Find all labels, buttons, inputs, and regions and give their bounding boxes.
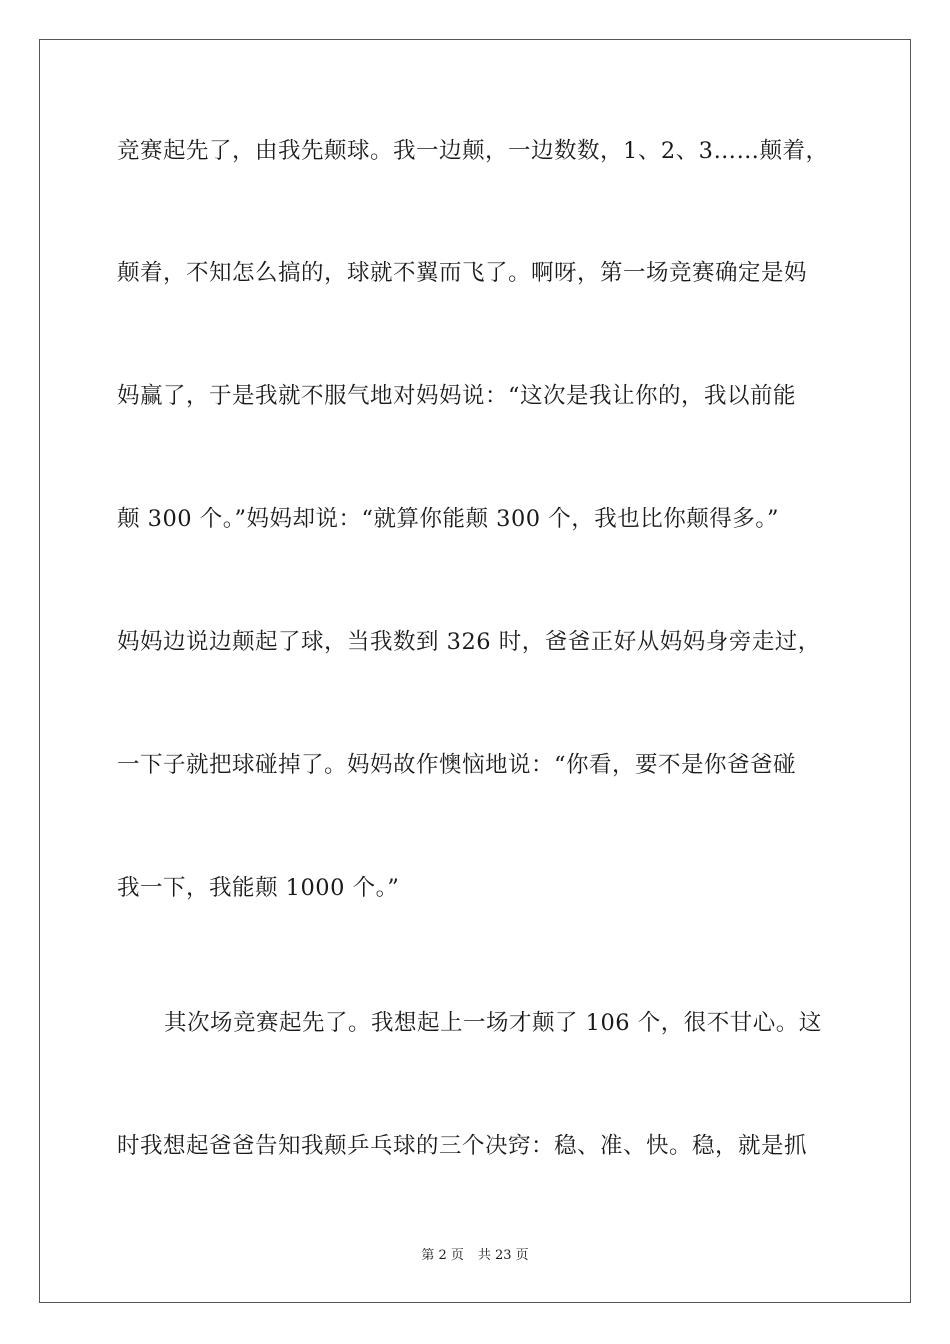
page-border xyxy=(39,39,911,1303)
page-footer xyxy=(0,1247,950,1265)
text-line-3: 妈赢了，于是我就不服气地对妈妈说：“这次是我让你的，我以前能 xyxy=(117,383,797,409)
text-line-5: 妈妈边说边颠起了球，当我数到 326 时，爸爸正好从妈妈身旁走过， xyxy=(117,629,821,655)
text-line-9: 时我想起爸爸告知我颠乒乓球的三个决窍：稳、准、快。稳，就是抓 xyxy=(117,1133,808,1159)
text-line-8-paragraph-start: 其次场竞赛起先了。我想起上一场才颠了 106 个，很不甘心。这 xyxy=(164,1010,822,1036)
text-line-6: 一下子就把球碰掉了。妈妈故作懊恼地说：“你看，要不是你爸爸碰 xyxy=(117,752,797,778)
text-line-4: 颠 300 个。”妈妈却说：“就算你能颠 300 个，我也比你颠得多。” xyxy=(117,506,780,532)
page-number: 第 2 页 xyxy=(421,1248,464,1263)
text-line-2: 颠着，不知怎么搞的，球就不翼而飞了。啊呀，第一场竞赛确定是妈 xyxy=(117,260,808,286)
text-line-1: 竞赛起先了，由我先颠球。我一边颠，一边数数，1、2、3……颠着， xyxy=(117,138,829,164)
page-total: 共 23 页 xyxy=(477,1248,529,1263)
text-line-7: 我一下，我能颠 1000 个。” xyxy=(117,875,400,901)
